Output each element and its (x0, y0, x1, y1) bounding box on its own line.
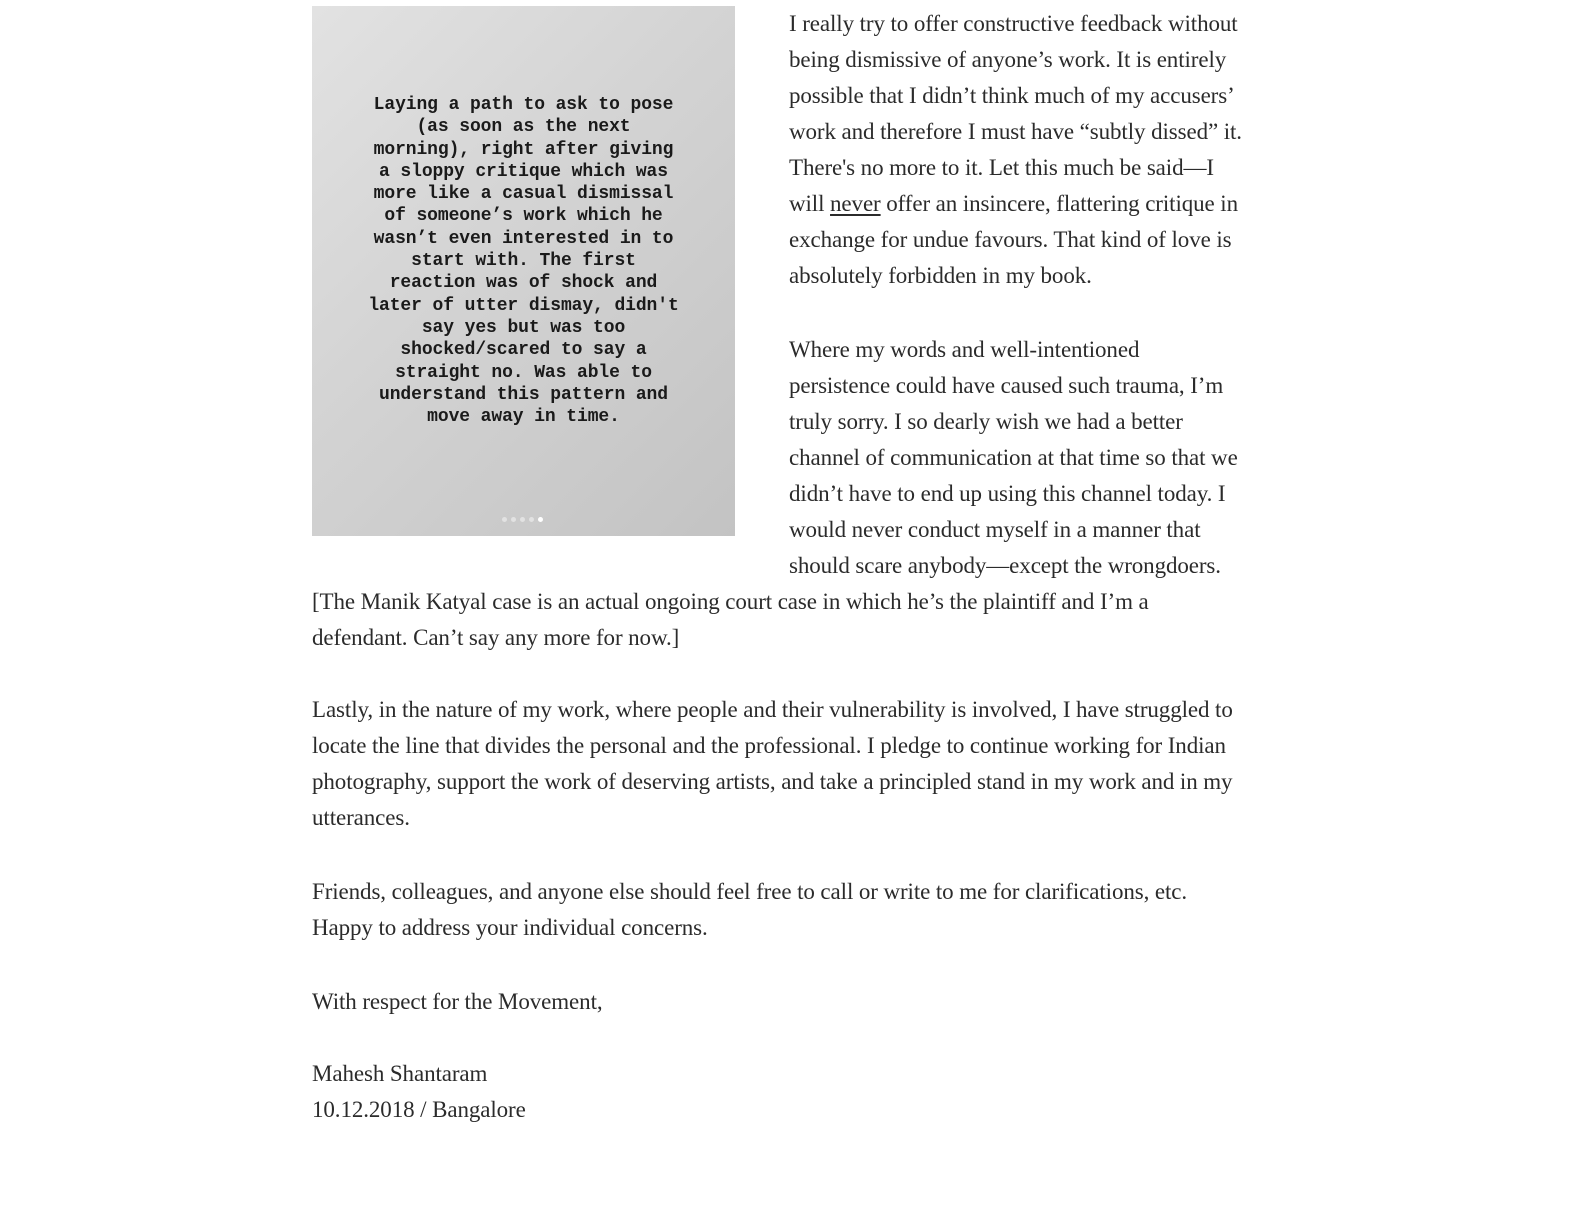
paragraph-feedback-start: I really try to offer constructive feedback without being dismissive of anyone’s work. It is entirely possible that I didn’t think much of my accusers’ work and therefore I must have “subtly dissed” it. There's no more to it. Let this much be said—I will (789, 11, 1242, 216)
emphasis-never: never (830, 191, 881, 216)
story-quote-text: Laying a path to ask to pose (as soon as the next morning), right after giving a sloppy critique which was more like a casual dismissal of someone’s work which he wasn’t even interested in to start with. The first reaction was of shock and later of utter dismay, didn't say yes but was too shocked/scared to say a straight no. Was able to understand this pattern and move away in time. (368, 95, 679, 428)
paragraph-contact: Friends, colleagues, and anyone else should feel free to call or write to me for clarifications, etc. Happy to address your individual concerns. (312, 879, 1188, 940)
story-dot (502, 517, 507, 522)
author-name: Mahesh Shantaram (312, 1061, 488, 1086)
paragraph-feedback-end: offer an insincere, flattering critique in exchange for undue favours. That kind of love is absolutely forbidden in my book. (789, 191, 1238, 288)
closing-line: With respect for the Movement, (312, 989, 603, 1014)
article-body (312, 0, 1242, 1128)
paragraph-pledge: Lastly, in the nature of my work, where people and their vulnerability is involved, I have struggled to locate the line that divides the personal and the professional. I pledge to continue working for Indian photography, support the work of deserving artists, and take a principled stand in my work and in my utterances. (312, 697, 1233, 830)
instagram-story-image (312, 6, 735, 536)
story-dot (511, 517, 516, 522)
story-dot-active (538, 517, 543, 522)
paragraph-apology: Where my words and well-intentioned persistence could have caused such trauma, I’m truly sorry. I so dearly wish we had a better channel of communication at that time so that we didn’t have to end up using this channel today. I would never conduct myself in a manner that should scare anybody—except the wrongdoers. [The Manik Katyal case is an actual ongoing court case in which he’s the plaintiff and I’m a defendant. Can’t say any more for now.] (312, 337, 1238, 650)
date-place: 10.12.2018 / Bangalore (312, 1097, 526, 1122)
story-progress-dots (502, 517, 543, 522)
story-dot (529, 517, 534, 522)
story-dot (520, 517, 525, 522)
signature-block (312, 1056, 1242, 1128)
